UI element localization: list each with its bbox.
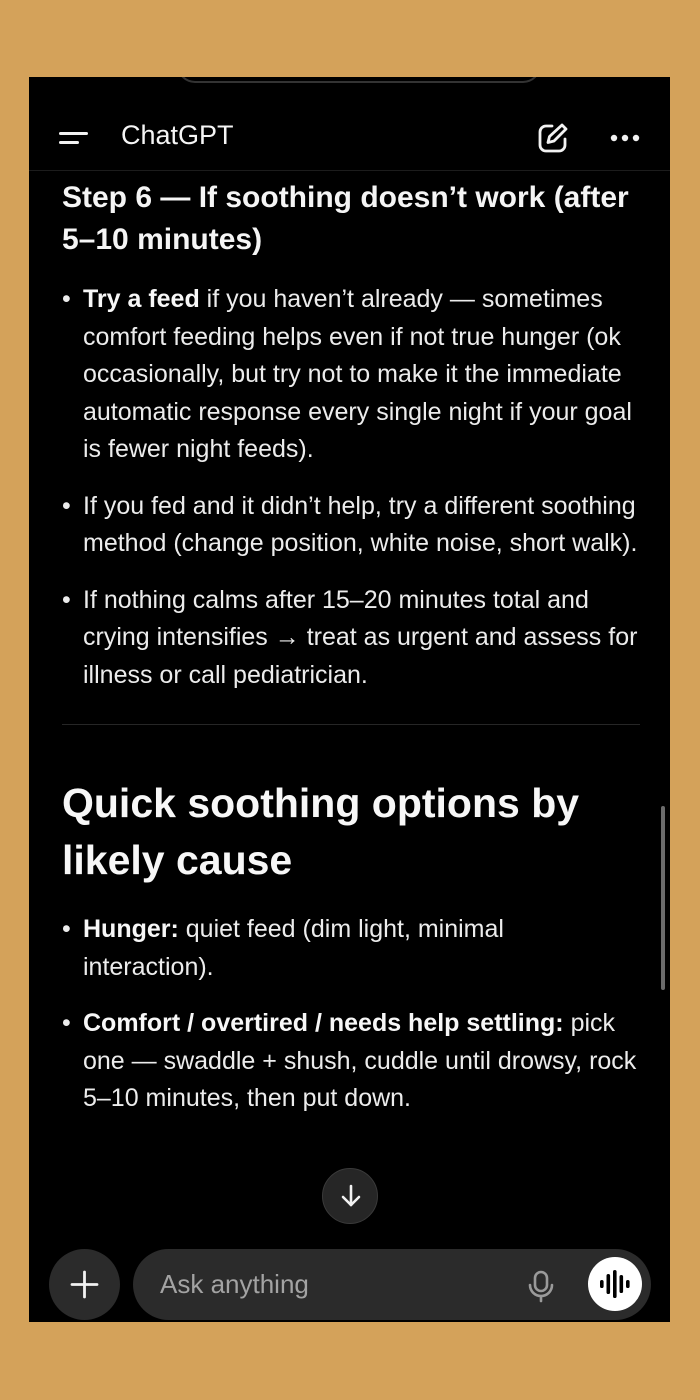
list-item (62, 911, 640, 986)
composer-bar (29, 1242, 670, 1322)
device-notch (177, 77, 541, 83)
bullet-text: pick one — swaddle + shush, cuddle until drowsy, rock 5–10 minutes, then put down. (83, 1009, 637, 1112)
ask-input[interactable] (160, 1249, 510, 1320)
bullet-text: if you haven’t already — sometimes comfort feeding helps even if not true hunger (ok occasionally, but try not to make it the immediate automatic response every single night if your goal is fewer night feeds). (83, 285, 632, 463)
list-item (62, 582, 640, 695)
add-attachment-button[interactable] (49, 1249, 120, 1320)
voice-mode-icon (599, 1269, 631, 1299)
scroll-down-button[interactable] (322, 1168, 378, 1224)
plus-icon (70, 1270, 99, 1299)
divider (62, 724, 640, 725)
new-chat-icon[interactable] (536, 121, 570, 155)
step-bullet-list (62, 281, 640, 694)
step-heading: Step 6 — If soothing doesn’t work (after 5–10 minutes) (62, 181, 629, 256)
top-bar (29, 107, 670, 171)
more-icon[interactable] (607, 121, 643, 155)
bullet-bold-label: Comfort / overtired / needs help settling: (83, 1009, 564, 1037)
section-heading: Quick soothing options by likely cause (62, 780, 580, 883)
arrow-down-icon (338, 1183, 364, 1209)
composer-pill (133, 1249, 651, 1320)
app-title: ChatGPT (121, 120, 234, 150)
list-item (62, 488, 640, 563)
assistant-message (62, 177, 640, 1137)
app-screen (29, 77, 670, 1322)
list-item (62, 281, 640, 469)
bullet-text: If you fed and it didn’t help, try a different soothing method (change position, white noise, short walk). (83, 491, 638, 557)
list-item (62, 1005, 640, 1118)
voice-mode-button[interactable] (588, 1257, 642, 1311)
scrollbar[interactable] (661, 806, 665, 990)
section-bullet-list (62, 911, 640, 1118)
menu-icon[interactable] (59, 123, 91, 153)
bullet-text: quiet feed (dim light, minimal interaction). (83, 915, 504, 981)
chat-content (29, 172, 670, 1242)
bullet-text: If nothing calms after 15–20 minutes total and crying intensifies → treat as urgent and assess for illness or call pediatrician. (83, 585, 638, 689)
microphone-icon[interactable] (523, 1268, 559, 1304)
bullet-bold-label: Hunger: (83, 915, 179, 943)
bullet-bold-label: Try a feed (83, 285, 200, 313)
